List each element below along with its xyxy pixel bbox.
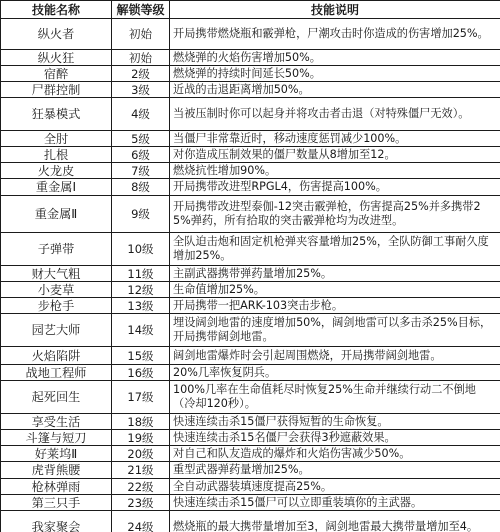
skill-name-cell: 火焰陷阱: [1, 347, 112, 365]
skill-name-cell: 我家聚会: [1, 511, 112, 532]
skill-description-cell: 开局携带改进型RPGL4，伤害提高100%。: [170, 179, 500, 196]
skill-name-cell: 起死回生: [1, 381, 112, 414]
unlock-level-cell: 2级: [112, 66, 170, 82]
skill-description-cell: 全队迫击炮和固定机枪弹夹容量增加25%，全队防御工事耐久度增加25%。: [170, 233, 500, 266]
skill-description-cell: 燃烧瓶的最大携带量增加至3，阔剑地雷最大携带量增加至4。: [170, 511, 500, 532]
skill-description-cell: 燃烧弹的持续时间延长50%。: [170, 66, 500, 82]
skill-description-cell: 重型武器弹药量增加25%。: [170, 462, 500, 479]
skill-description-cell: 对你造成压制效果的僵尸数量从8增加至12。: [170, 147, 500, 163]
skill-description-cell: 开局携带改进型泰伽-12突击霰弹枪，伤害提高25%并多携带25%弹药，所有拾取的突击霰弹枪均为改进型。: [170, 196, 500, 233]
skill-name-cell: 扎根: [1, 147, 112, 163]
table-row: [1, 50, 500, 66]
table-row: [1, 430, 500, 446]
skill-description-cell: 开局携带一把ARK-103突击步枪。: [170, 298, 500, 314]
skill-description-cell: 燃烧弹的火焰伤害增加50%。: [170, 50, 500, 66]
skill-name-cell: 尸群控制: [1, 82, 112, 98]
unlock-level-cell: 16级: [112, 365, 170, 381]
skill-description-cell: 埋设阔剑地雷的速度增加50%，阔剑地雷可以多击杀25%目标，开局携带阔剑地雷。: [170, 314, 500, 347]
unlock-level-cell: 17级: [112, 381, 170, 414]
table-row: [1, 479, 500, 495]
table-row: [1, 66, 500, 82]
skill-name-cell: 第三只手: [1, 495, 112, 511]
skill-name-cell: 重金属Ⅰ: [1, 179, 112, 196]
table-row: [1, 266, 500, 282]
table-row: [1, 446, 500, 462]
unlock-level-cell: 13级: [112, 298, 170, 314]
table-row: [1, 98, 500, 131]
skill-name-cell: 全肘: [1, 131, 112, 147]
skill-description-cell: 生命值增加25%。: [170, 282, 500, 298]
skill-description-cell: 开局携带燃烧瓶和霰弹枪，尸潮攻击时你造成的伤害增加25%。: [170, 19, 500, 50]
unlock-level-cell: 初始: [112, 19, 170, 50]
unlock-level-cell: 8级: [112, 179, 170, 196]
unlock-level-cell: 21级: [112, 462, 170, 479]
table-row: [1, 414, 500, 430]
unlock-level-cell: 23级: [112, 495, 170, 511]
unlock-level-cell: 9级: [112, 196, 170, 233]
skill-name-cell: 小麦草: [1, 282, 112, 298]
table-row: [1, 233, 500, 266]
skill-description-cell: 当僵尸非常靠近时，移动速度惩罚减少100%。: [170, 131, 500, 147]
skill-name-cell: 枪林弹雨: [1, 479, 112, 495]
table-row: [1, 179, 500, 196]
skill-name-cell: 子弹带: [1, 233, 112, 266]
unlock-level-cell: 18级: [112, 414, 170, 430]
skill-name-cell: 财大气粗: [1, 266, 112, 282]
table-row: [1, 196, 500, 233]
table-row: [1, 381, 500, 414]
table-row: [1, 298, 500, 314]
skill-name-cell: 纵火者: [1, 19, 112, 50]
table-row: [1, 347, 500, 365]
skill-description-cell: 快速连续击杀15僵尸可以立即重装填你的主武器。: [170, 495, 500, 511]
skill-description-cell: 100%几率在生命值耗尽时恢复25%生命并继续行动二不倒地（冷却120秒）。: [170, 381, 500, 414]
header-unlock-level: 解锁等级: [112, 1, 170, 19]
skill-description-cell: 对自己和队友造成的爆炸和火焰伤害减少50%。: [170, 446, 500, 462]
skill-name-cell: 纵火狂: [1, 50, 112, 66]
table-row: [1, 462, 500, 479]
table-row: [1, 495, 500, 511]
skill-description-cell: 阔剑地雷爆炸时会引起周围燃烧，开局携带阔剑地雷。: [170, 347, 500, 365]
skill-description-cell: 当被压制时你可以起身并将攻击者击退（对特殊僵尸无效）。: [170, 98, 500, 131]
unlock-level-cell: 19级: [112, 430, 170, 446]
skill-name-cell: 步枪手: [1, 298, 112, 314]
table-row: [1, 365, 500, 381]
skill-description-cell: 20%几率恢复阴兵。: [170, 365, 500, 381]
skill-name-cell: 宿醉: [1, 66, 112, 82]
skill-name-cell: 享受生活: [1, 414, 112, 430]
skill-description-cell: 快速连续击杀15名僵尸会获得3秒遮蔽效果。: [170, 430, 500, 446]
table-row: [1, 314, 500, 347]
unlock-level-cell: 14级: [112, 314, 170, 347]
table-row: [1, 147, 500, 163]
skill-description-cell: 主副武器携带弹药量增加25%。: [170, 266, 500, 282]
table-header-row: [1, 1, 500, 19]
skill-description-cell: 燃烧抗性增加90%。: [170, 163, 500, 179]
unlock-level-cell: 12级: [112, 282, 170, 298]
table-row: [1, 82, 500, 98]
skill-name-cell: 重金属Ⅱ: [1, 196, 112, 233]
skill-name-cell: 斗篷与短刀: [1, 430, 112, 446]
unlock-level-cell: 初始: [112, 50, 170, 66]
skill-name-cell: 火龙皮: [1, 163, 112, 179]
unlock-level-cell: 15级: [112, 347, 170, 365]
skill-description-cell: 近战的击退距离增加50%。: [170, 82, 500, 98]
header-skill-description: 技能说明: [170, 1, 500, 19]
table-row: [1, 19, 500, 50]
unlock-level-cell: 11级: [112, 266, 170, 282]
skill-name-cell: 园艺大师: [1, 314, 112, 347]
unlock-level-cell: 4级: [112, 98, 170, 131]
unlock-level-cell: 3级: [112, 82, 170, 98]
header-skill-name: 技能名称: [1, 1, 112, 19]
unlock-level-cell: 10级: [112, 233, 170, 266]
unlock-level-cell: 22级: [112, 479, 170, 495]
table-row: [1, 131, 500, 147]
skill-name-cell: 虎背熊腰: [1, 462, 112, 479]
skill-description-cell: 快速连续击杀15僵尸获得短暂的生命恢复。: [170, 414, 500, 430]
skill-name-cell: 狂暴模式: [1, 98, 112, 131]
skill-name-cell: 好莱坞Ⅱ: [1, 446, 112, 462]
table-row: [1, 163, 500, 179]
table-row: [1, 511, 500, 532]
skill-name-cell: 战地工程师: [1, 365, 112, 381]
skill-description-cell: 全自动武器装填速度提高25%。: [170, 479, 500, 495]
table-row: [1, 282, 500, 298]
unlock-level-cell: 24级: [112, 511, 170, 532]
unlock-level-cell: 5级: [112, 131, 170, 147]
unlock-level-cell: 7级: [112, 163, 170, 179]
unlock-level-cell: 20级: [112, 446, 170, 462]
unlock-level-cell: 6级: [112, 147, 170, 163]
